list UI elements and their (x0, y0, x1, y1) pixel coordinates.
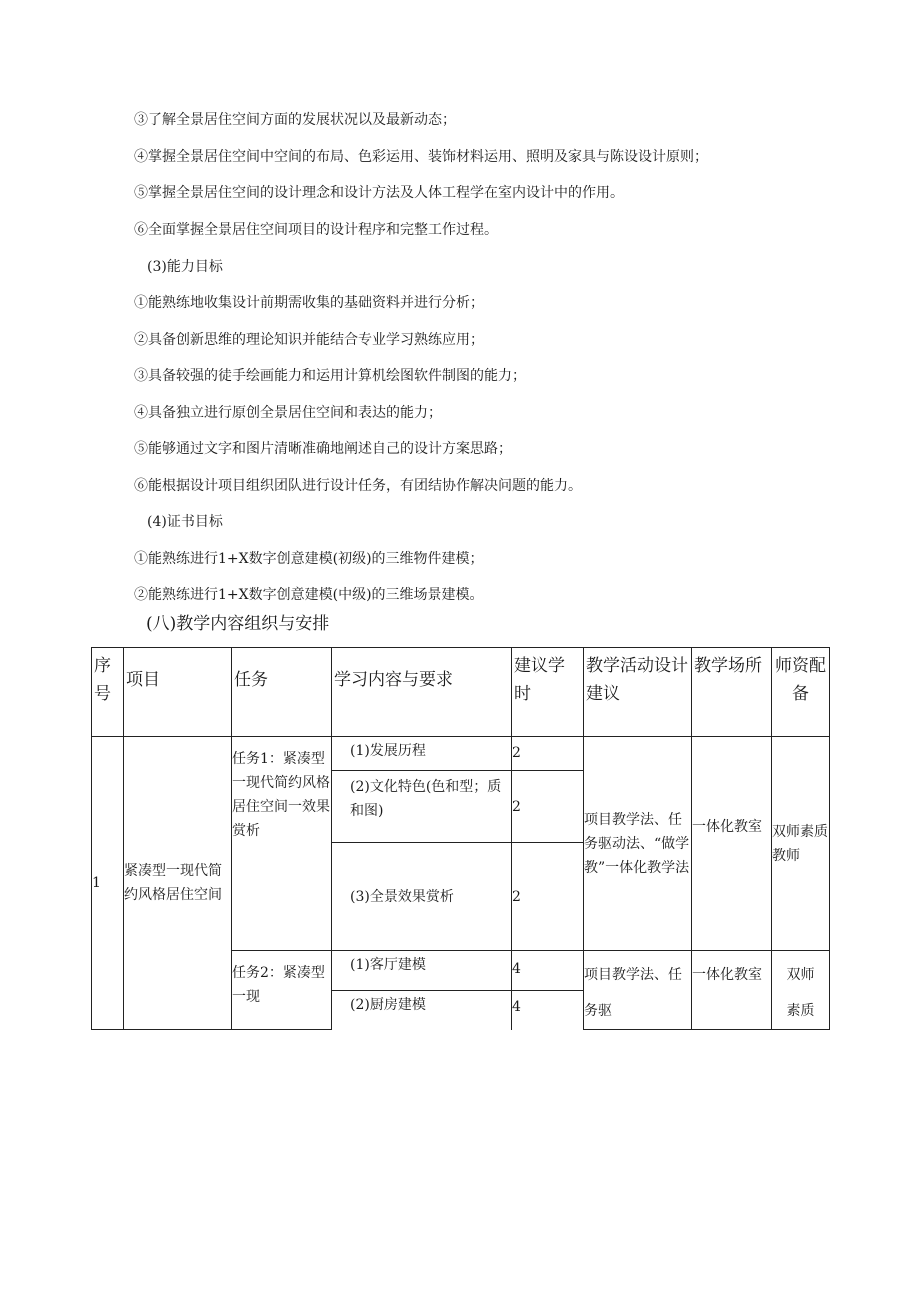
ability-goals-title: (3)能力目标 (147, 259, 223, 275)
hours-1: 2 (512, 737, 584, 771)
header-hours: 建议学时 (512, 648, 584, 737)
certificate-goals-title: (4)证书目标 (147, 514, 223, 530)
section-heading: (八)教学内容组织与安排 (146, 614, 330, 634)
table-header-row (92, 648, 830, 737)
ability-item-5: ⑤能够通过文字和图片清晰准确地阐述自己的设计方案思路； (134, 441, 512, 457)
ability-item-2: ②具备创新思维的理论知识并能结合专业学习熟练应用； (134, 332, 484, 348)
ability-item-3: ③具备较强的徒手绘画能力和运用计算机绘图软件制图的能力； (134, 368, 526, 384)
teachers-2: 双师素质 (772, 951, 830, 1030)
header-seq: 序号 (92, 648, 124, 737)
row-task-2: 任务2：紧凑型一现 (232, 951, 332, 1030)
header-task: 任务 (232, 648, 332, 737)
content-5: (2)厨房建模 (332, 990, 512, 1030)
ability-item-1: ①能熟练地收集设计前期需收集的基础资料并进行分析； (134, 295, 484, 311)
hours-2: 2 (512, 771, 584, 843)
certificate-item-1: ①能熟练进行1+X数字创意建模(初级)的三维物件建模； (134, 551, 484, 567)
content-4: (1)客厅建模 (332, 951, 512, 991)
teachers-1: 双师素质教师 (772, 737, 830, 951)
header-content: 学习内容与要求 (332, 648, 512, 737)
content-1: (1)发展历程 (332, 737, 512, 771)
header-activity: 教学活动设计建议 (584, 648, 692, 737)
content-2: (2)文化特色(色和型；质和图) (332, 771, 512, 843)
hours-5: 4 (512, 990, 584, 1030)
activity-1: 项目教学法、任务驱动法、“做学教”一体化教学法 (584, 737, 692, 951)
header-project: 项目 (124, 648, 232, 737)
knowledge-item-5: ⑤掌握全景居住空间的设计理念和设计方法及人体工程学在室内设计中的作用。 (134, 185, 624, 201)
venue-2: 一体化教室 (692, 951, 772, 1030)
ability-item-6: ⑥能根据设计项目组织团队进行设计任务，有团结协作解决问题的能力。 (134, 478, 582, 494)
row-task-1: 任务1：紧凑型一现代简约风格居住空间一效果赏析 (232, 737, 332, 951)
knowledge-item-4: ④掌握全景居住空间中空间的布局、色彩运用、装饰材料运用、照明及家具与陈设设计原则； (134, 149, 708, 165)
knowledge-item-3: ③了解全景居住空间方面的发展状况以及最新动态； (134, 112, 456, 128)
activity-2: 项目教学法、任务驱 (584, 951, 692, 1030)
hours-3: 2 (512, 843, 584, 951)
knowledge-item-6: ⑥全面掌握全景居住空间项目的设计程序和完整工作过程。 (134, 222, 498, 238)
ability-item-4: ④具备独立进行原创全景居住空间和表达的能力； (134, 405, 442, 421)
table-row (92, 737, 830, 771)
teaching-content-table (91, 647, 830, 1030)
header-teachers: 师资配备 (772, 648, 830, 737)
venue-1: 一体化教室 (692, 737, 772, 951)
row-seq: 1 (92, 737, 124, 1030)
certificate-item-2: ②能熟练进行1+X数字创意建模(中级)的三维场景建模。 (134, 587, 484, 603)
row-project: 紧凑型一现代简约风格居住空间 (124, 737, 232, 1030)
hours-4: 4 (512, 951, 584, 991)
header-venue: 教学场所 (692, 648, 772, 737)
content-3: (3)全景效果赏析 (332, 843, 512, 951)
